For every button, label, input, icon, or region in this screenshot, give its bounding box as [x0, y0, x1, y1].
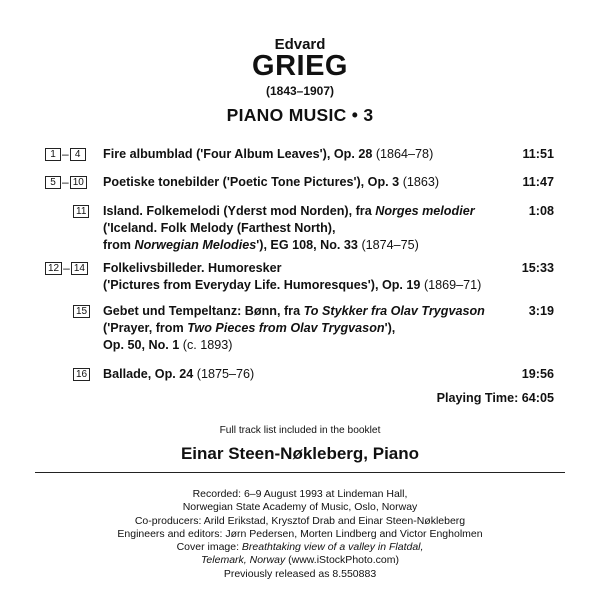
track-title: Island. Folkemelodi (Yderst mod Norden), fra Norges melodier [103, 204, 475, 218]
track-number-range [73, 368, 90, 381]
track-title-translation: ('Iceland. Folk Melody (Farthest North), [103, 221, 336, 235]
track-number-box: 16 [73, 368, 90, 381]
booklet-note: Full track list included in the booklet [219, 425, 381, 436]
track-title: Poetiske tonebilder ('Poetic Tone Pictures'), Op. 3 [103, 175, 400, 189]
track-number-range [73, 305, 90, 318]
track-number-box: 11 [73, 205, 89, 218]
track-number-box: 12 [45, 262, 62, 275]
track-number-box: 10 [70, 176, 87, 189]
composer-dates: (1843–1907) [265, 84, 335, 98]
track-number-box: 15 [73, 305, 90, 318]
track-number-range: 12 – 14 [45, 262, 88, 275]
track-dates: (1874–75) [361, 238, 419, 252]
track-description [103, 203, 513, 254]
composer-last-name: GRIEG [252, 50, 348, 82]
track-number-box: 14 [71, 262, 88, 275]
credits-cover-image-cont: Telemark, Norway (www.iStockPhoto.com) [200, 554, 400, 567]
track-description [103, 260, 513, 294]
credits-venue: Norwegian State Academy of Music, Oslo, Norway [182, 501, 418, 514]
track-duration: 3:19 [528, 304, 554, 318]
credits [0, 488, 600, 581]
track-dates: (1875–76) [196, 367, 255, 381]
track-title: Fire albumblad ('Four Album Leaves'), Op. 28 [103, 147, 373, 161]
composer-first-name: Edvard [274, 36, 326, 53]
track-number-range [73, 205, 89, 218]
track-number-range: 1 – 4 [45, 148, 86, 161]
track-title: Folkelivsbilleder. Humoresker [103, 261, 282, 275]
track-duration: 1:08 [528, 204, 554, 218]
album-title: PIANO MUSIC • 3 [226, 105, 374, 125]
track-duration: 15:33 [521, 261, 554, 275]
track-title-translation: ('Prayer, from Two Pieces from Olav Trygvason'), [103, 321, 396, 335]
credits-engineers: Engineers and editors: Jørn Pedersen, Morten Lindberg and Victor Engholmen [117, 527, 483, 540]
credits-coproducers: Co-producers: Arild Erikstad, Krysztof Drab and Einar Steen-Nøkleberg [134, 514, 466, 527]
track-number-box: 1 [45, 148, 61, 161]
credits-previously: Previously released as 8.550883 [223, 567, 377, 580]
performer: Einar Steen-Nøkleberg, Piano [180, 444, 420, 463]
credits-cover-image: Cover image: Breathtaking view of a valley in Flatdal, [176, 541, 424, 554]
track-duration: 19:56 [521, 367, 554, 381]
playing-time: Playing Time: 64:05 [436, 391, 554, 405]
track-description [103, 366, 513, 383]
track-duration: 11:47 [522, 175, 554, 189]
divider [35, 472, 565, 473]
track-duration: 11:51 [522, 147, 554, 161]
track-number-box: 4 [70, 148, 86, 161]
track-dates: (1864–78) [375, 147, 434, 161]
track-title-source: from Norwegian Melodies'), EG 108, No. 33 [103, 238, 358, 252]
track-dates: (1869–71) [423, 278, 482, 292]
track-title: Ballade, Op. 24 [103, 367, 194, 381]
track-title: Gebet und Tempeltanz: Bønn, fra To Stykker fra Olav Trygvason [103, 304, 485, 318]
track-dates: (1863) [402, 175, 440, 189]
track-description [103, 146, 513, 163]
track-dates: (c. 1893) [182, 338, 233, 352]
track-number-box: 5 [45, 176, 61, 189]
track-description [103, 303, 513, 354]
track-opus: Op. 50, No. 1 [103, 338, 180, 352]
track-number-range: 5 – 10 [45, 176, 87, 189]
track-title-translation: ('Pictures from Everyday Life. Humoresques'), Op. 19 [103, 278, 421, 292]
track-description [103, 174, 513, 191]
credits-recorded: Recorded: 6–9 August 1993 at Lindeman Hall, [192, 488, 408, 500]
